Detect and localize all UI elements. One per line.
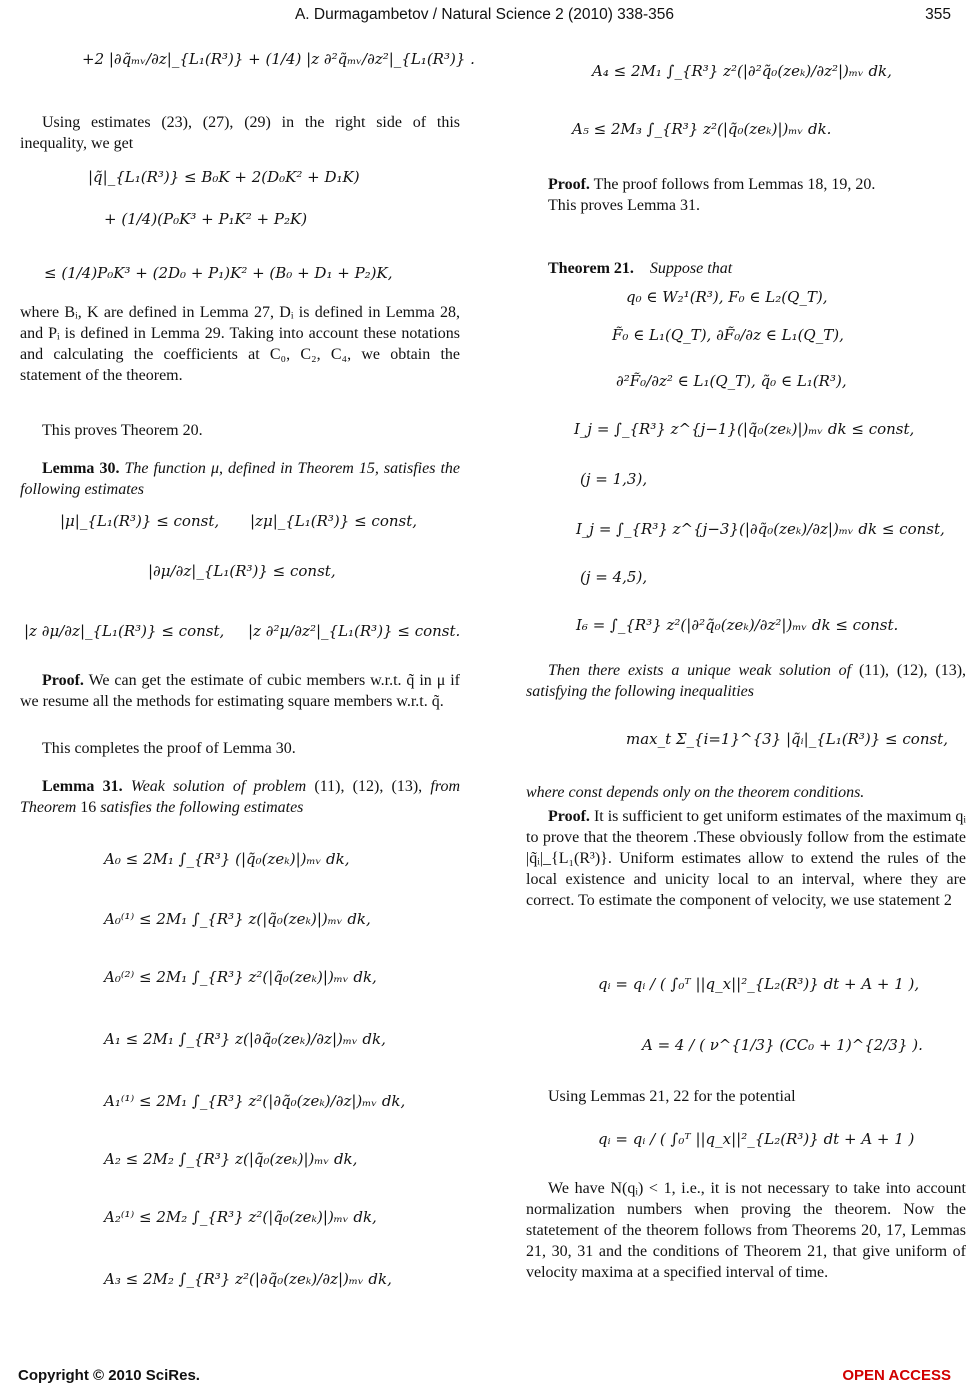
running-title: A. Durmagambetov / Natural Science 2 (2010) 338-356 bbox=[294, 6, 675, 23]
lemma-31-label: Lemma 31. bbox=[42, 778, 123, 795]
lemma-30-text: The function μ, defined in Theorem 15, satisfies the following estimates bbox=[20, 460, 460, 498]
lemma-30-statement bbox=[20, 458, 460, 500]
estimate-line-1: |q̃|_{L₁(R³)} ≤ B₀K + 2(D₀K² + D₁K) bbox=[88, 168, 360, 186]
paragraph-where: where Bᵢ, K are defined in Lemma 27, Dᵢ is defined in Lemma 28, and Pᵢ is defined in Lemma 29. Taking into account these notations and calculating the coefficients at C₀, C₂, C₄, we obtain the statement of the theorem. bbox=[20, 304, 460, 384]
lemma-31-statement: Lemma 31. Weak solution of problem (11), (12), (13), from Theorem 16 satisfies the following estimates bbox=[20, 778, 461, 816]
open-access-label: OPEN ACCESS bbox=[842, 1367, 951, 1384]
theorem-21-condition-8: I₆ = ∫_{R³} z²(|∂²q̃₀(zeₖ)/∂z²|)ₘᵥ dk ≤ const. bbox=[576, 616, 899, 634]
theorem-21-condition-7: (j = 4,5), bbox=[580, 568, 648, 586]
proof-theorem-21: Proof. It is sufficient to get uniform estimates of the maximum qᵢ to prove that the theorem .These obviously follow from the estimate |q̃ᵢ|_{L₁(R³)}. Uniform estimates allow to extend the rules of the local existence and unicity local to an interval, where they are correct. To estimate the component of velocity, we use statement 2 bbox=[526, 808, 967, 909]
estimate-a1-1: A₁⁽¹⁾ ≤ 2M₁ ∫_{R³} z²(|∂q̃₀(zeₖ)/∂z|)ₘᵥ dk, bbox=[104, 1092, 406, 1110]
proof-label: Proof. bbox=[42, 672, 84, 689]
constant-a-equation: A = 4 / ( ν^{1/3} (CC₀ + 1)^{2/3} ). bbox=[642, 1036, 923, 1054]
estimate-a2: A₂ ≤ 2M₂ ∫_{R³} z(|q̃₀(zeₖ)|)ₘᵥ dk, bbox=[104, 1150, 358, 1168]
left-column bbox=[20, 0, 475, 1340]
paragraph-using-lemmas: Using Lemmas 21, 22 for the potential bbox=[548, 1088, 796, 1105]
estimate-a5: A₅ ≤ 2M₃ ∫_{R³} z²(|q̃₀(zeₖ)|)ₘᵥ dk. bbox=[572, 120, 832, 138]
velocity-component-equation: qᵢ = qᵢ / ( ∫₀ᵀ ||q_x||²_{L₂(R³)} dt + A + 1 ), bbox=[598, 975, 920, 993]
estimate-a0: A₀ ≤ 2M₁ ∫_{R³} (|q̃₀(zeₖ)|)ₘᵥ dk, bbox=[104, 850, 350, 868]
where-const: where const depends only on the theorem conditions. bbox=[526, 784, 865, 801]
max-estimate: max_t Σ_{i=1}^{3} |q̃ᵢ|_{L₁(R³)} ≤ const, bbox=[626, 730, 948, 748]
paragraph-proves-theorem-20: This proves Theorem 20. bbox=[42, 422, 203, 439]
theorem-21-condition-3: ∂²F̃₀/∂z² ∈ L₁(Q_T), q̃₀ ∈ L₁(R³), bbox=[616, 372, 847, 390]
estimate-line-3: ≤ (1/4)P₀K³ + (2D₀ + P₁)K² + (B₀ + D₁ + P₂)K, bbox=[44, 264, 393, 282]
paragraph-final: We have N(qᵢ) < 1, i.e., it is not necessary to take into account normalization numbers when proving the theorem. Now the statetement of the theorem follows from Theorems 20, 17, Lemmas 21, 30, 31 and the conditions of Theorem 21, that give uniform of velocity maxima at a specified interval of time. bbox=[526, 1180, 966, 1281]
lemma-30-eq-zdmu: |z ∂μ/∂z|_{L₁(R³)} ≤ const, bbox=[24, 622, 225, 640]
estimate-a1: A₁ ≤ 2M₁ ∫_{R³} z(|∂q̃₀(zeₖ)/∂z|)ₘᵥ dk, bbox=[104, 1030, 386, 1048]
lemma-30-eq-mu: |μ|_{L₁(R³)} ≤ const, bbox=[60, 512, 220, 530]
theorem-21-condition-4: I_j = ∫_{R³} z^{j−1}(|q̃₀(zeₖ)|)ₘᵥ dk ≤ const, bbox=[574, 420, 915, 438]
theorem-21-condition-6: I_j = ∫_{R³} z^{j−3}(|∂q̃₀(zeₖ)/∂z|)ₘᵥ dk ≤ const, bbox=[576, 520, 945, 538]
paragraph-completes-lemma-30: This completes the proof of Lemma 30. bbox=[42, 740, 296, 757]
right-column bbox=[526, 0, 966, 1340]
paragraph-proves-lemma-31: This proves Lemma 31. bbox=[548, 197, 700, 214]
lemma-30-eq-dmu: |∂μ/∂z|_{L₁(R³)} ≤ const, bbox=[148, 562, 336, 580]
copyright-notice: Copyright © 2010 SciRes. bbox=[18, 1367, 200, 1384]
page-number: 355 bbox=[925, 6, 951, 23]
estimate-a3: A₃ ≤ 2M₂ ∫_{R³} z²(|∂q̃₀(zeₖ)/∂z|)ₘᵥ dk, bbox=[104, 1270, 392, 1288]
lemma-30-eq-zd2mu: |z ∂²μ/∂z²|_{L₁(R³)} ≤ const. bbox=[248, 622, 461, 640]
theorem-21-statement: Theorem 21. Suppose that bbox=[548, 260, 733, 277]
proof-lemma-31: Proof. The proof follows from Lemmas 18, 19, 20. This proves Lemma 31. bbox=[526, 174, 966, 216]
theorem-21-condition-5: (j = 1,3), bbox=[580, 470, 648, 488]
theorem-21-label: Theorem 21. bbox=[548, 260, 634, 277]
theorem-21-condition-2: F̃₀ ∈ L₁(Q_T), ∂F̃₀/∂z ∈ L₁(Q_T), bbox=[612, 326, 844, 344]
potential-equation: qᵢ = qᵢ / ( ∫₀ᵀ ||q_x||²_{L₂(R³)} dt + A + 1 ) bbox=[598, 1130, 915, 1148]
theorem-21-conclusion: Then there exists a unique weak solution of (11), (12), (13), satisfying the following inequalities bbox=[526, 662, 967, 700]
estimate-a0-1: A₀⁽¹⁾ ≤ 2M₁ ∫_{R³} z(|q̃₀(zeₖ)|)ₘᵥ dk, bbox=[104, 910, 371, 928]
estimate-a4: A₄ ≤ 2M₁ ∫_{R³} z²(|∂²q̃₀(zeₖ)/∂z²|)ₘᵥ dk, bbox=[592, 62, 892, 80]
proof-lemma-30: Proof. We can get the estimate of cubic members w.r.t. q̃ in μ if we resume all the methods for estimating square members w.r.t. q̃. bbox=[20, 672, 460, 710]
proof-label: Proof. bbox=[548, 176, 590, 193]
theorem-21-condition-1: q₀ ∈ W₂¹(R³), F₀ ∈ L₂(Q_T), bbox=[626, 288, 828, 306]
equation-top: +2 |∂q̃ₘᵥ/∂z|_{L₁(R³)} + (1/4) |z ∂²q̃ₘᵥ/∂z²|_{L₁(R³)} . bbox=[82, 50, 475, 68]
estimate-a2-1: A₂⁽¹⁾ ≤ 2M₂ ∫_{R³} z²(|q̃₀(zeₖ)|)ₘᵥ dk, bbox=[104, 1208, 377, 1226]
lemma-30-eq-zmu: |zμ|_{L₁(R³)} ≤ const, bbox=[250, 512, 418, 530]
paragraph-using-estimates: Using estimates (23), (27), (29) in the right side of this inequality, we get bbox=[20, 114, 460, 152]
proof-label: Proof. bbox=[548, 808, 590, 825]
lemma-30-label: Lemma 30. bbox=[42, 460, 120, 477]
estimate-a0-2: A₀⁽²⁾ ≤ 2M₁ ∫_{R³} z²(|q̃₀(zeₖ)|)ₘᵥ dk, bbox=[104, 968, 377, 986]
estimate-line-2: + (1/4)(P₀K³ + P₁K² + P₂K) bbox=[104, 210, 308, 228]
